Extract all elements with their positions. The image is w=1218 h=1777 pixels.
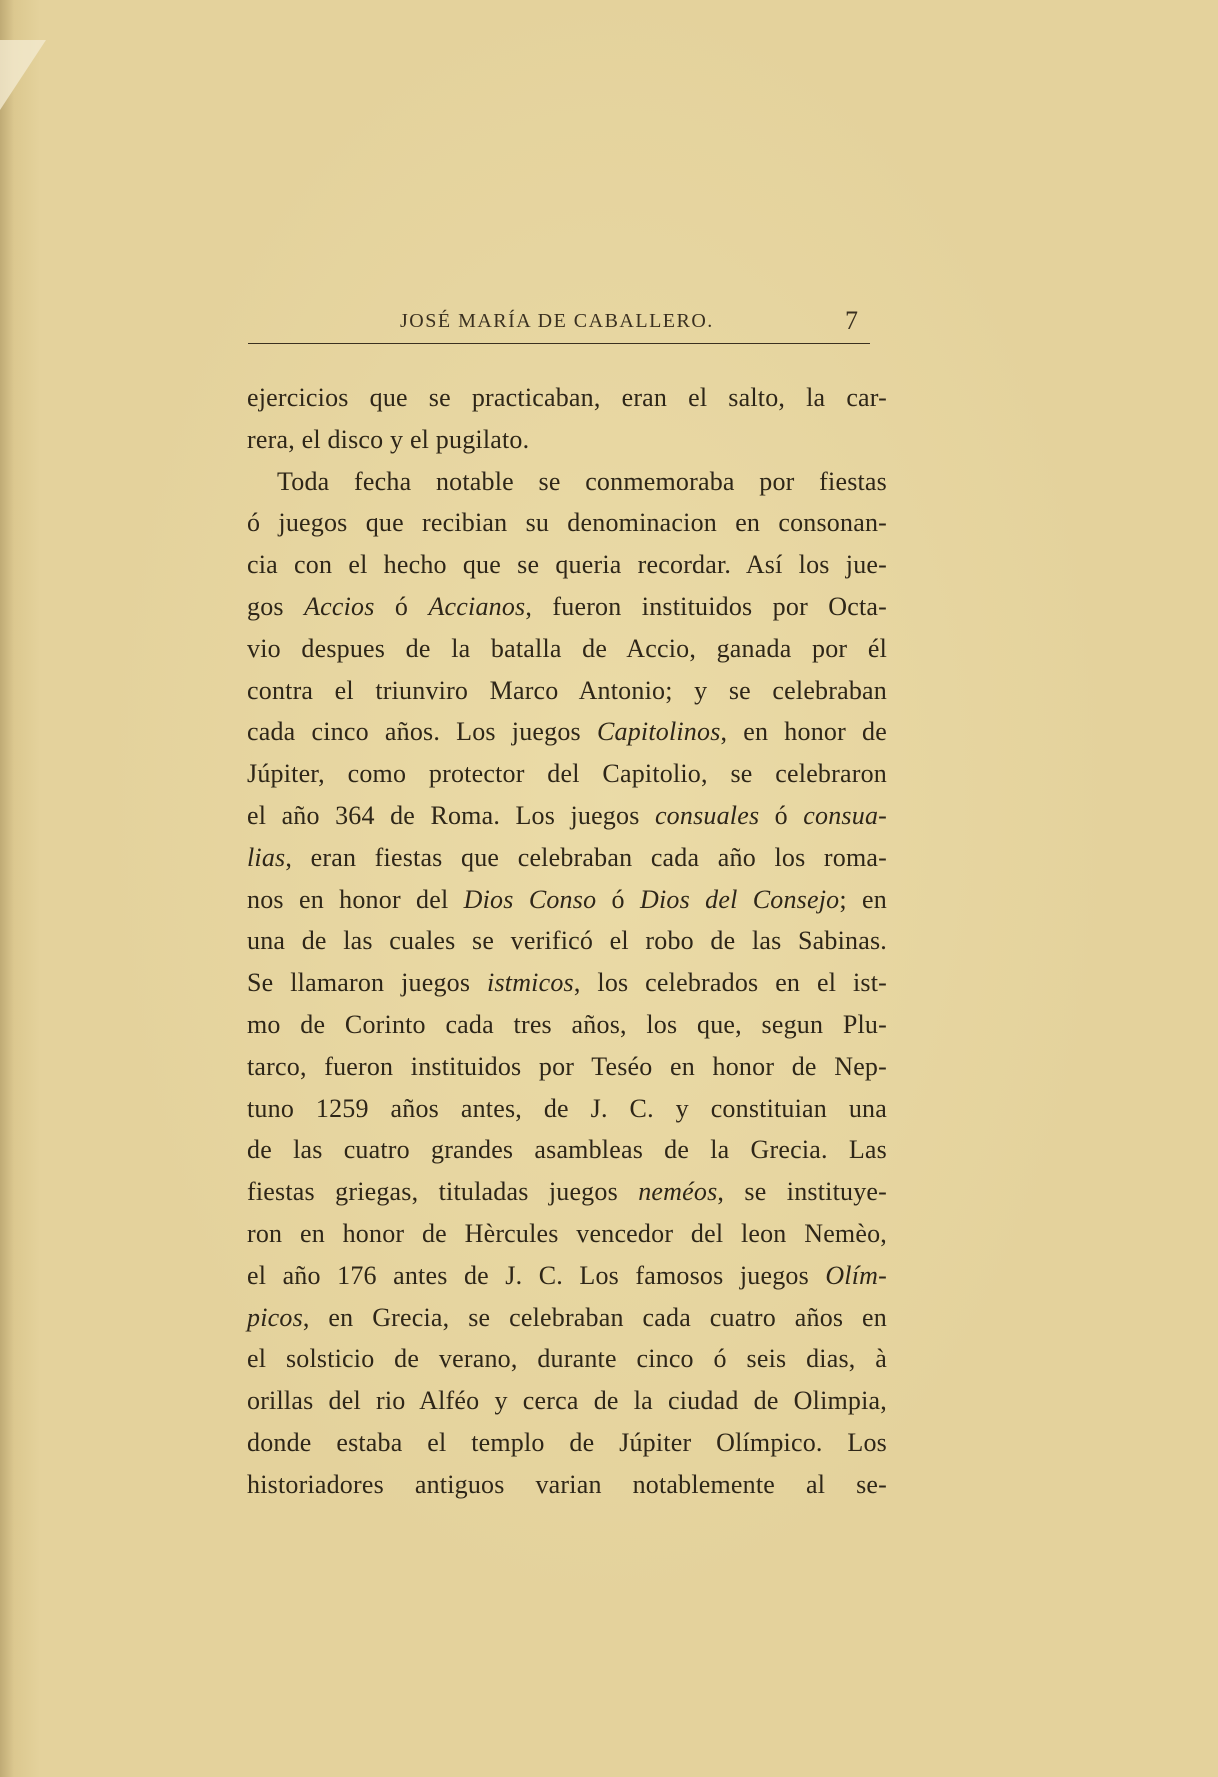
text-run: , se instituye- xyxy=(717,1177,887,1207)
text-run: gos xyxy=(247,591,305,621)
text-run: , en honor de xyxy=(720,717,887,747)
text-run: fiestas griegas, tituladas juegos xyxy=(247,1177,639,1207)
page-header xyxy=(248,306,870,346)
text-run: tarco, fueron instituidos por Teséo en honor de Nep- xyxy=(247,1051,887,1081)
text-line xyxy=(247,1004,887,1046)
text-line xyxy=(247,544,887,586)
italic-text: Dios Conso xyxy=(463,884,597,914)
text-line xyxy=(247,1338,887,1380)
text-line xyxy=(247,920,887,962)
text-run: Júpiter, como protector del Capitolio, se celebraron xyxy=(247,759,887,789)
text-line xyxy=(247,502,887,544)
text-run: Toda fecha notable se conmemoraba por fiestas xyxy=(277,466,887,496)
text-line xyxy=(247,1046,887,1088)
text-run: el año 176 antes de J. C. Los famosos juegos xyxy=(247,1260,826,1290)
text-run: una de las cuales se verificó el robo de las Sabinas. xyxy=(247,926,887,956)
italic-text: neméos xyxy=(638,1177,718,1207)
text-line xyxy=(247,461,887,503)
text-run: donde estaba el templo de Júpiter Olímpico. Los xyxy=(247,1427,887,1457)
text-run: , fueron instituidos por Octa- xyxy=(525,591,888,621)
text-line xyxy=(247,1088,887,1130)
italic-text: lias xyxy=(247,842,286,872)
text-run: ron en honor de Hèrcules vencedor del leon Nemèo, xyxy=(247,1218,887,1248)
text-line xyxy=(247,670,887,712)
italic-text: picos xyxy=(247,1302,303,1332)
text-line xyxy=(247,1464,887,1506)
body-text xyxy=(247,377,887,1506)
text-run: de las cuatro grandes asambleas de la Grecia. Las xyxy=(247,1135,887,1165)
text-line xyxy=(247,628,887,670)
text-line xyxy=(247,753,887,795)
text-run: , en Grecia, se celebraban cada cuatro años en xyxy=(302,1302,887,1332)
text-line xyxy=(247,1129,887,1171)
text-line xyxy=(247,879,887,921)
text-line xyxy=(247,1213,887,1255)
text-run: , eran fiestas que celebraban cada año los roma- xyxy=(285,842,887,872)
text-run: Se llamaron juegos xyxy=(247,968,488,998)
text-line xyxy=(247,795,887,837)
header-rule xyxy=(248,343,870,344)
text-run: el solsticio de verano, durante cinco ó seis dias, à xyxy=(247,1344,887,1374)
text-line xyxy=(247,1422,887,1464)
text-run: cia con el hecho que se queria recordar. Así los jue- xyxy=(247,550,887,580)
italic-text: Olím- xyxy=(825,1260,887,1290)
text-run: ó juegos que recibian su denominacion en consonan- xyxy=(247,508,887,538)
text-run: historiadores antiguos varian notablemente al se- xyxy=(247,1469,887,1499)
text-run: cada cinco años. Los juegos xyxy=(247,717,597,747)
text-run: , los celebrados en el ist- xyxy=(573,968,888,998)
italic-text: Accios xyxy=(304,591,375,621)
text-line xyxy=(247,1255,887,1297)
text-run: tuno 1259 años antes, de J. C. y constituian una xyxy=(247,1093,887,1123)
italic-text: consua- xyxy=(803,800,887,830)
text-run: contra el triunviro Marco Antonio; y se celebraban xyxy=(247,675,887,705)
page-edge-shadow xyxy=(0,0,14,1777)
text-run: ; en xyxy=(839,884,887,914)
text-line xyxy=(247,962,887,1004)
italic-text: consuales xyxy=(654,800,760,830)
text-line xyxy=(247,1171,887,1213)
text-run: ó xyxy=(374,591,429,621)
text-run: ó xyxy=(759,800,804,830)
italic-text: Dios del Consejo xyxy=(639,884,840,914)
text-line xyxy=(247,1297,887,1339)
italic-text: istmicos xyxy=(487,968,574,998)
torn-corner xyxy=(0,40,46,110)
running-head: JOSÉ MARÍA DE CABALLERO. xyxy=(400,310,714,332)
text-line xyxy=(247,711,887,753)
text-run: rera, el disco y el pugilato. xyxy=(247,424,530,454)
text-line xyxy=(247,377,887,419)
text-run: ejercicios que se practicaban, eran el salto, la car- xyxy=(247,383,887,412)
text-run: ó xyxy=(596,884,640,914)
page-number: 7 xyxy=(845,306,858,335)
italic-text: Capitolinos xyxy=(596,717,721,747)
text-run: orillas del rio Alféo y cerca de la ciudad de Olimpia, xyxy=(247,1386,887,1416)
text-run: mo de Corinto cada tres años, los que, segun Plu- xyxy=(247,1009,887,1039)
text-run: vio despues de la batalla de Accio, ganada por él xyxy=(247,633,887,663)
text-run: nos en honor del xyxy=(247,884,464,914)
text-line xyxy=(247,837,887,879)
text-line xyxy=(247,419,887,461)
italic-text: Accianos xyxy=(428,591,526,621)
text-line xyxy=(247,1380,887,1422)
text-run: el año 364 de Roma. Los juegos xyxy=(247,800,655,830)
text-line xyxy=(247,586,887,628)
